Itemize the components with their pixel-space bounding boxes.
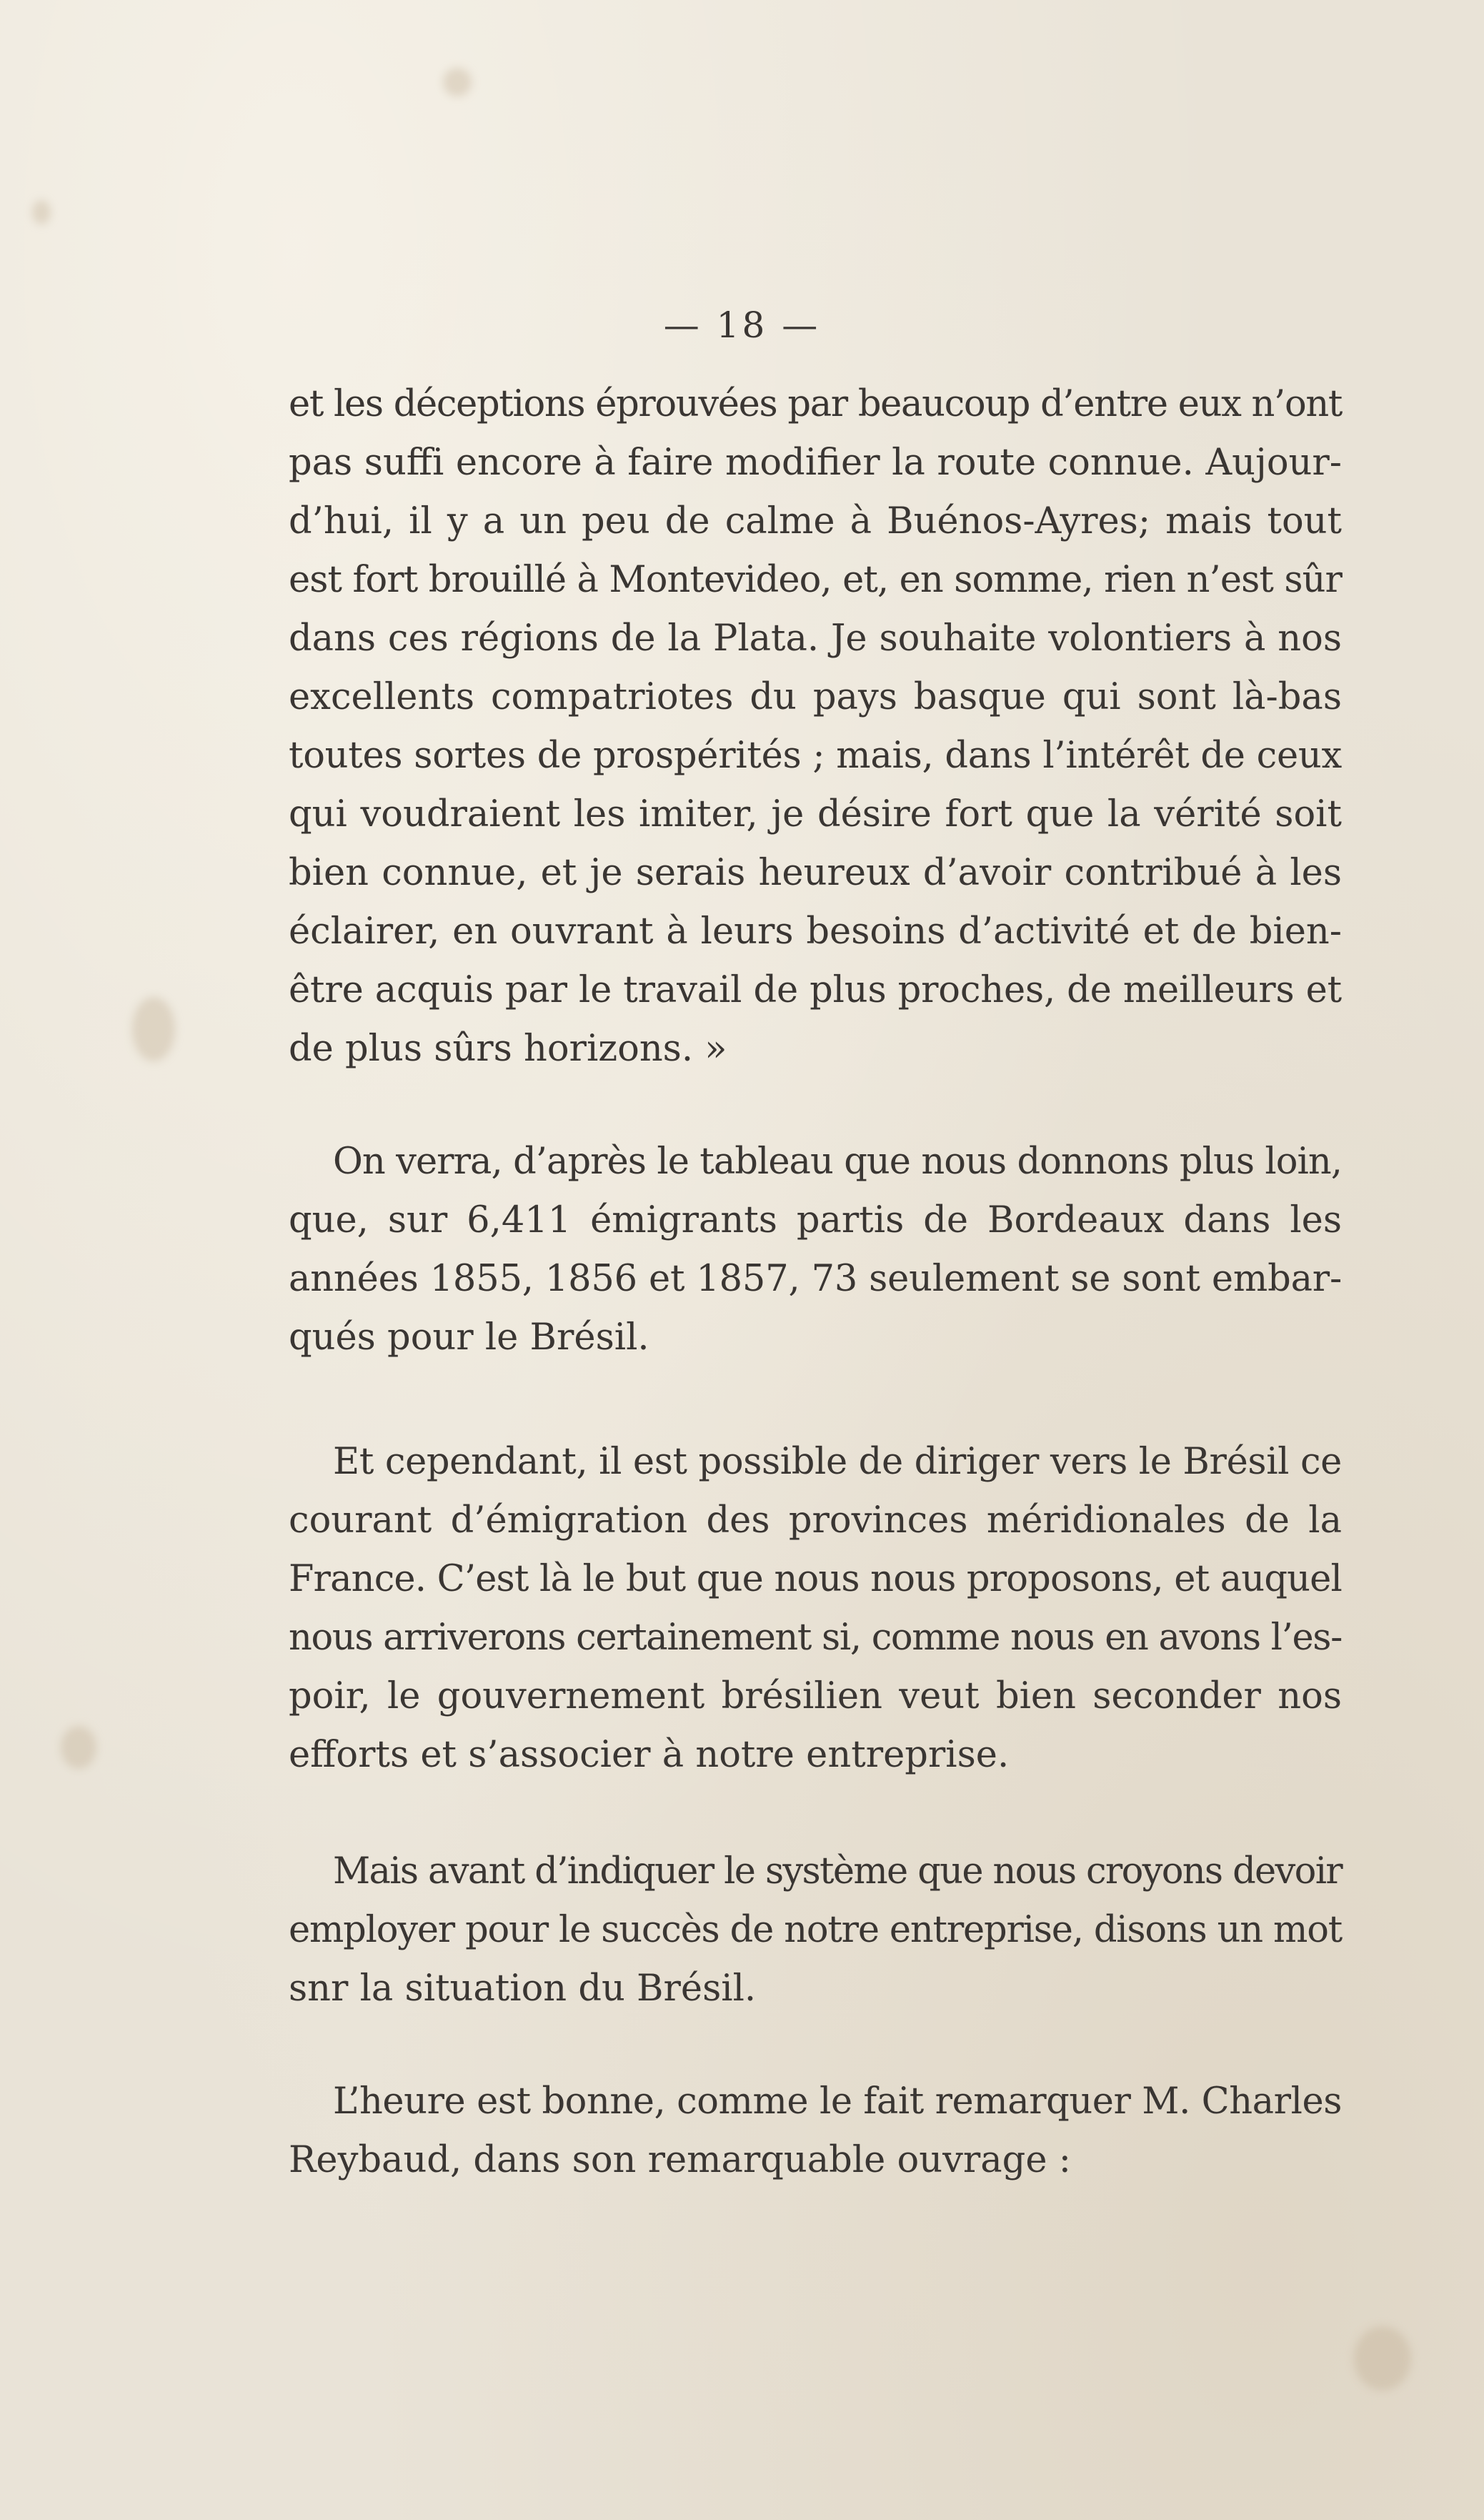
text-line: efforts et s’associer à notre entreprise. [289,1734,1010,1776]
text-line: pas suffi encore à faire modifier la route connue. Aujour- [289,442,1342,484]
paper-stain [1354,2326,1411,2391]
paragraph-cependant [289,1433,1342,1785]
text-line: et les déceptions éprouvées par beaucoup d’entre eux n’ont [289,383,1342,425]
text-line: On verra, d’après le tableau que nous donnons plus loin, [333,1141,1342,1183]
text-line: dans ces régions de la Plata. Je souhaite volontiers à nos [289,617,1342,660]
text-line: excellents compatriotes du pays basque qui sont là-bas [289,676,1342,718]
text-line: Et cependant, il est possible de diriger vers le Brésil ce [333,1441,1342,1483]
text-line: toutes sortes de prospérités ; mais, dans l’intérêt de ceux [289,735,1342,777]
paper-stain [443,68,472,96]
text-line: Reybaud, dans son remarquable ouvrage : [289,2139,1071,2181]
text-line: poir, le gouvernement brésilien veut bien seconder nos [289,1675,1342,1717]
paragraph-heure [289,2073,1342,2190]
text-line: années 1855, 1856 et 1857, 73 seulement se sont embar- [289,1258,1343,1300]
text-line: L’heure est bonne, comme le fait remarquer M. Charles [333,2080,1342,2123]
text-line: éclairer, en ouvrant à leurs besoins d’activité et de bien- [289,911,1342,953]
page-number: — 18 — [663,304,821,346]
paragraph-continuation [289,375,1342,1078]
text-line: qui voudraient les imiter, je désire fort que la vérité soit [289,793,1342,835]
text-line: être acquis par le travail de plus proches, de meilleurs et [289,969,1342,1011]
paragraph-emigrants [289,1133,1342,1367]
text-line: employer pour le succès de notre entreprise, disons un mot [289,1909,1342,1951]
text-line: courant d’émigration des provinces méridionales de la [289,1499,1342,1542]
paper-stain [132,997,175,1061]
text-line: snr la situation du Brésil. [289,1968,757,2010]
paragraph-systeme [289,1842,1342,2018]
text-line: que, sur 6,411 émigrants partis de Bordeaux dans les [289,1199,1342,1241]
text-line: France. C’est là le but que nous nous proposons, et auquel [289,1558,1342,1600]
paper-stain [61,1726,96,1769]
text-line: qués pour le Brésil. [289,1316,649,1359]
text-line: bien connue, et je serais heureux d’avoir contribué à les [289,852,1342,894]
text-line: de plus sûrs horizons. » [289,1028,727,1070]
text-line: nous arriverons certainement si, comme nous en avons l’es- [289,1617,1342,1659]
text-line: est fort brouillé à Montevideo, et, en somme, rien n’est sûr [289,559,1342,601]
text-line: Mais avant d’indiquer le système que nous croyons devoir [333,1850,1342,1893]
text-line: d’hui, il y a un peu de calme à Buénos-Ayres; mais tout [289,500,1342,542]
paper-stain [32,200,51,224]
